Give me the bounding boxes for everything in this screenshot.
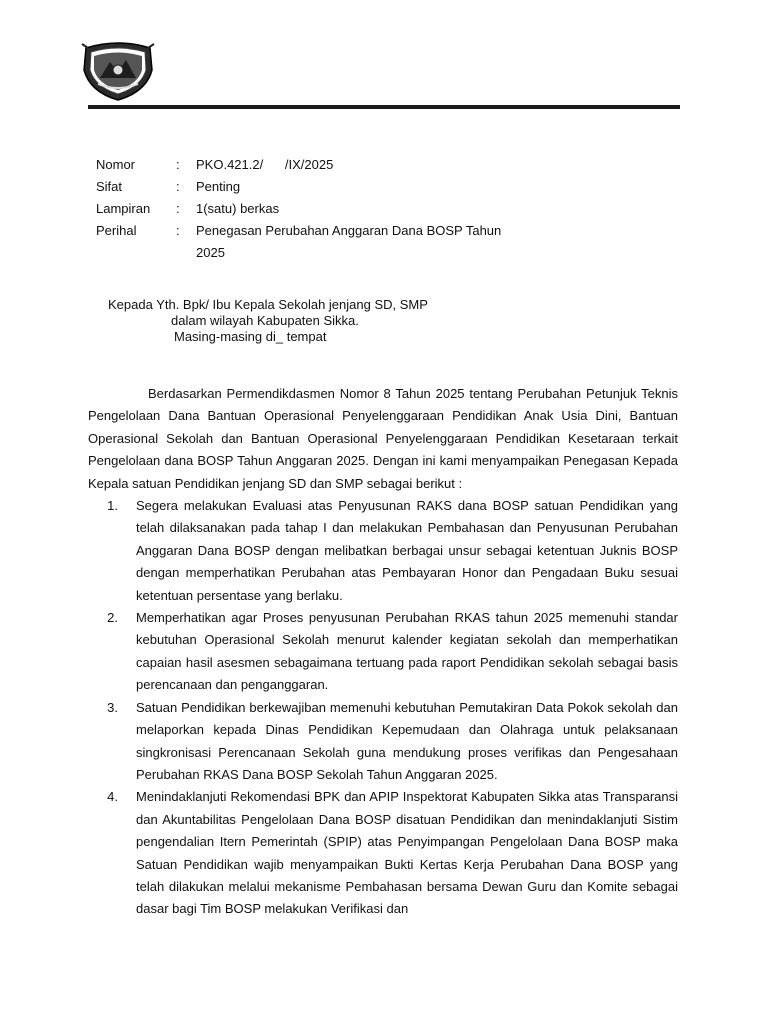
list-number: 1. bbox=[107, 498, 118, 514]
list-item bbox=[88, 607, 678, 697]
list-text: Menindaklanjuti Rekomendasi BPK dan APIP Inspektorat Kabupaten Sikka atas Transparansi dan Akuntabilitas Pengelolaan Dana BOSP disatuan Pendidikan dan menindaklanjuti Sistim pengendalian Itern Pemerintah (SPIP) atas Penyimpangan Pengelolaan Dana BOSP maka Satuan Pendidikan wajib menyampaikan Bukti Kertas Kerja Perubahan Dana BOSP yang telah dilakukan melalui mekanisme Pembahasan bersama Dewan Guru dan Komite sebagai dasar bagi Tim BOSP melakukan Verifikasi dan bbox=[136, 789, 678, 917]
meta-value: Penting bbox=[196, 179, 241, 194]
meta-colon: : bbox=[176, 201, 180, 216]
address-line: Kepada Yth. Bpk/ Ibu Kepala Sekolah jenjang SD, SMP bbox=[108, 297, 428, 312]
list-item bbox=[88, 495, 678, 607]
meta-colon: : bbox=[176, 223, 180, 238]
instruction-list bbox=[88, 495, 678, 921]
list-number: 3. bbox=[107, 699, 118, 715]
list-item bbox=[88, 786, 678, 920]
meta-label: Nomor bbox=[96, 157, 136, 172]
recipient-address bbox=[108, 297, 428, 345]
address-line: Masing-masing di_ tempat bbox=[174, 329, 327, 344]
intro-paragraph: Berdasarkan Permendikdasmen Nomor 8 Tahun 2025 tentang Perubahan Petunjuk Teknis Pengelolaan Dana Bantuan Operasional Penyelenggaraan Pendidikan Anak Usia Dini, Bantuan Operasional Sekolah dan Bantuan Operasional Penyelenggaraan Pendidikan Kesetaraan terkait Pengelolaan dana BOSP Tahun Anggaran 2025. Dengan ini kami menyampaikan Penegasan Kepada Kepala satuan Pendidikan jenjang SD dan SMP sebagai berikut : bbox=[88, 386, 678, 491]
meta-label: Sifat bbox=[96, 179, 123, 194]
meta-colon: : bbox=[176, 179, 180, 194]
meta-row-sifat bbox=[96, 176, 526, 198]
meta-value: PKO.421.2/ /IX/2025 bbox=[196, 157, 334, 172]
list-text: Memperhatikan agar Proses penyusunan Perubahan RKAS tahun 2025 memenuhi standar kebutuhan Operasional Sekolah menurut kalender kegiatan sekolah dan memperhatikan capaian hasil asesmen sebagaimana tertuang pada raport Pendidikan sekolah sebagai basis perencanaan dan penganggaran. bbox=[136, 610, 678, 693]
meta-row-nomor bbox=[96, 154, 526, 176]
header-rule bbox=[88, 105, 680, 109]
meta-row-lampiran bbox=[96, 198, 526, 220]
meta-label: Lampiran bbox=[96, 201, 151, 216]
meta-value: 1(satu) berkas bbox=[196, 201, 280, 216]
letter-body bbox=[88, 383, 678, 921]
meta-row-perihal bbox=[96, 220, 526, 264]
list-text: Segera melakukan Evaluasi atas Penyusunan RAKS dana BOSP satuan Pendidikan yang telah dilaksanakan pada tahap I dan melakukan Pembahasan dan Penyusunan Perubahan Anggaran Dana BOSP dengan melibatkan berbagai unsur sebagai ketentuan Juknis BOSP dengan memperhatikan Perubahan atas Pembayaran Honor dan Pengadaan Buku sesuai ketentuan persentase yang berlaku. bbox=[136, 498, 678, 603]
meta-label: Perihal bbox=[96, 223, 137, 238]
letter-meta bbox=[96, 154, 526, 264]
meta-value: Penegasan Perubahan Anggaran Dana BOSP Tahun 2025 bbox=[196, 223, 502, 260]
list-number: 2. bbox=[107, 610, 118, 626]
regency-coat-of-arms-icon bbox=[80, 40, 156, 102]
meta-colon: : bbox=[176, 157, 180, 172]
list-number: 4. bbox=[107, 789, 118, 805]
list-item bbox=[88, 697, 678, 787]
list-text: Satuan Pendidikan berkewajiban memenuhi kebutuhan Pemutakiran Data Pokok sekolah dan melaporkan kepada Dinas Pendidikan Kepemudaan dan Olahraga untuk pelaksanaan singkronisasi Perencanaan Sekolah guna mendukung proses verifikas dan Pengesahaan Perubahan RKAS Dana BOSP Sekolah Tahun Anggaran 2025. bbox=[136, 699, 678, 782]
address-line: dalam wilayah Kabupaten Sikka. bbox=[171, 313, 359, 328]
